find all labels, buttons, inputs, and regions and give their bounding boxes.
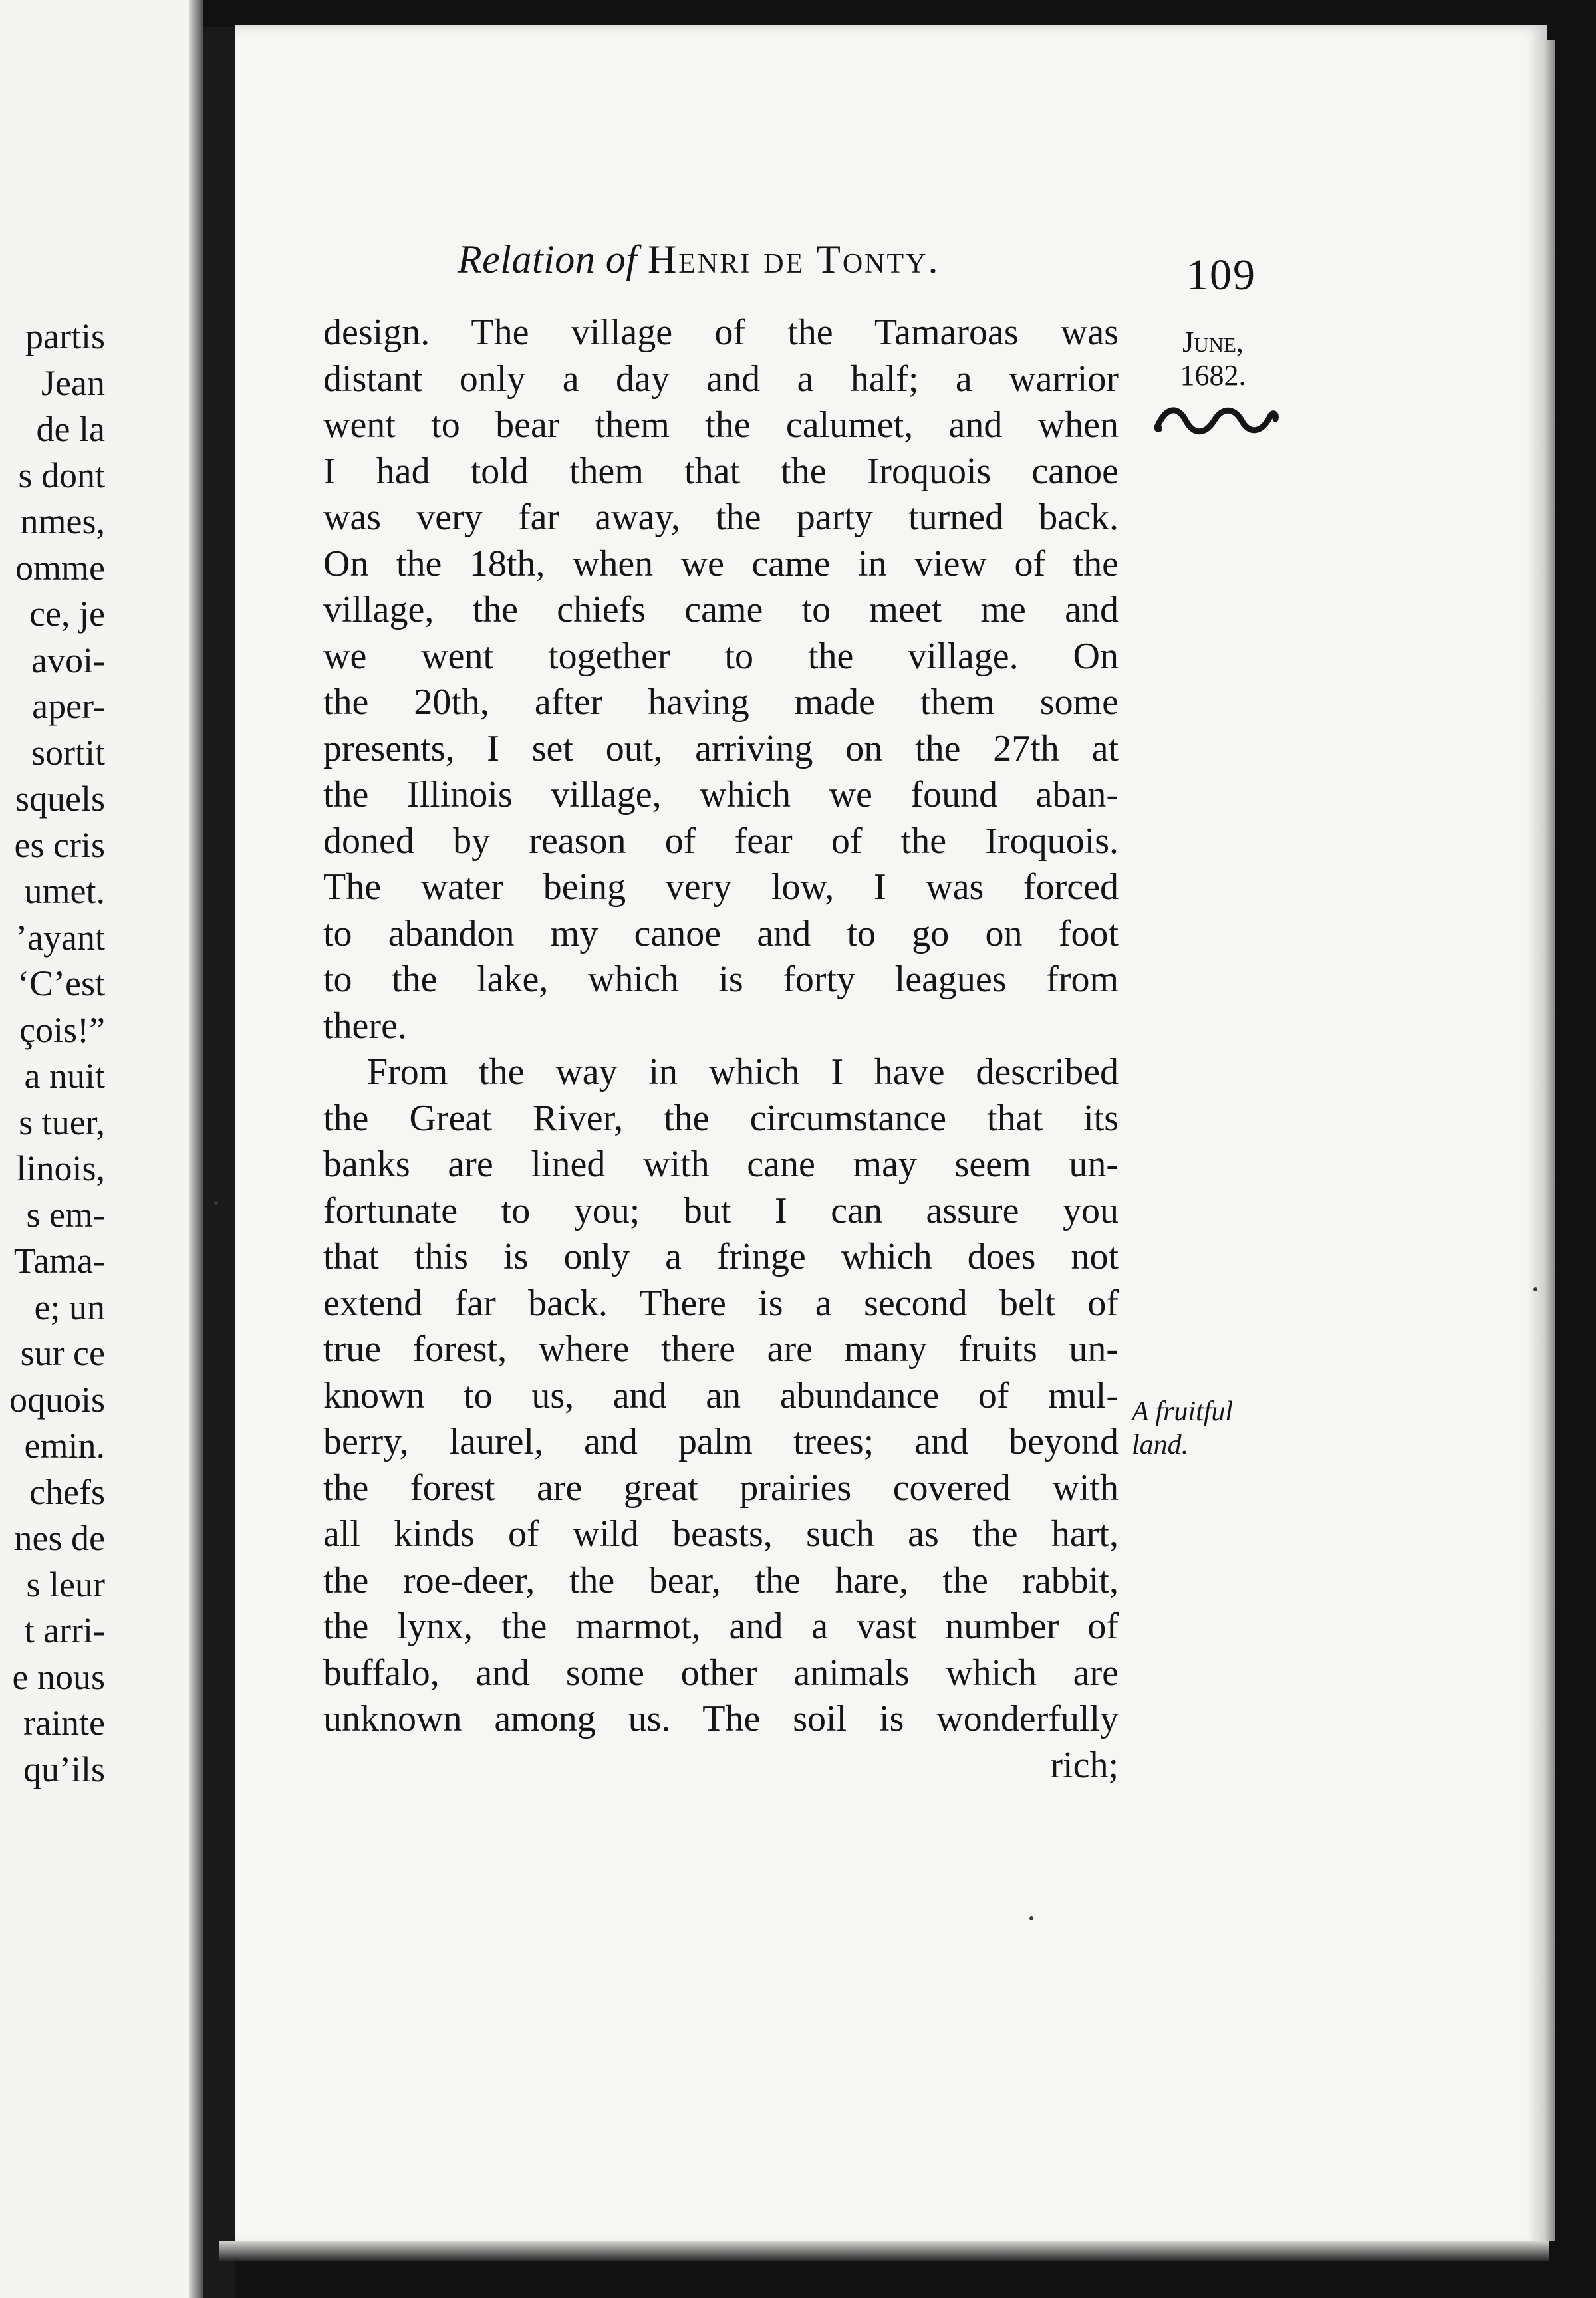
catchword-line: rich; [1050,1744,1119,1786]
body-line: fortunate to you; but I can assure you [323,1190,1119,1231]
left-page-line: linois, [16,1148,105,1188]
left-page-line: Tama- [13,1241,105,1281]
left-page-line: s tuer, [19,1102,105,1142]
left-page-line: nes de [14,1518,105,1558]
running-header-title-italic: Relation of [458,237,638,281]
body-line: all kinds of wild beasts, such as the hart, [323,1513,1119,1555]
left-page-line: squels [15,779,105,819]
left-page-line: chefs [29,1471,105,1512]
body-line: From the way in which I have described [367,1051,1119,1092]
margin-date-month: June, [1182,326,1244,358]
left-page-line: rainte [23,1703,105,1743]
margin-note-line: land. [1132,1430,1189,1460]
body-line: doned by reason of fear of the Iroquois. [323,820,1119,862]
page-number: 109 [1186,251,1256,299]
left-page-line: nmes, [20,501,105,541]
left-page-line: sortit [31,732,105,773]
left-page-line: partis [25,317,105,356]
left-page-line: aper- [32,686,105,726]
body-line: presents, I set out, arriving on the 27th at [323,727,1119,769]
left-page-line: avoi- [31,640,105,680]
margin-note-fruitful-land [1132,1395,1285,1462]
left-page-line: umet. [24,871,105,911]
paper-speck [1029,1916,1033,1920]
body-line: was very far away, the party turned back. [323,497,1119,538]
body-line: to the lake, which is forty leagues from [323,959,1119,1000]
left-page-line: oquois [9,1379,105,1420]
left-page-line: omme [15,547,105,588]
left-page-line: a nuit [24,1056,105,1096]
body-line: the roe-deer, the bear, the hare, the rabbit, [323,1559,1119,1601]
margin-date-note [1176,326,1250,392]
body-line: went to bear them the calumet, and when [323,404,1119,446]
left-page-line: s dont [18,455,105,495]
left-page-line: s leur [26,1564,105,1604]
body-line: true forest, where there are many fruits un- [323,1329,1119,1370]
left-page-line: qu’ils [23,1749,105,1789]
body-line: On the 18th, when we came in view of the [323,543,1119,584]
left-page-line: ce, je [29,594,105,634]
paper-speck [214,1201,218,1205]
left-facing-page [0,0,200,2298]
book-gutter [203,27,235,2298]
body-line: we went together to the village. On [323,635,1119,677]
body-line: the lynx, the marmot, and a vast number of [323,1606,1119,1647]
left-page-line: ‘C’est [17,963,105,1003]
body-line: to abandon my canoe and to go on foot [323,912,1119,954]
left-page-line: s em- [26,1194,105,1235]
bottom-page-edge [219,2241,1549,2261]
body-line: there. [323,1005,407,1047]
running-header-title-caps: Henri de Tonty. [647,237,940,281]
left-page-line: es cris [14,825,105,865]
body-line: the Illinois village, which we found aban- [323,774,1119,815]
left-page-line: ’ayant [15,917,105,958]
paper-speck [1533,1287,1537,1291]
left-page-line: çois!” [19,1009,105,1050]
body-text [323,310,1119,1789]
body-line: distant only a day and a half; a warrior [323,358,1119,400]
body-line: banks are lined with cane may seem un- [323,1144,1119,1185]
running-header [458,237,940,283]
left-page-line: e; un [34,1287,105,1327]
body-line: village, the chiefs came to meet me and [323,589,1119,630]
left-page-edge-shadow [189,0,203,2298]
margin-date-year: 1682. [1180,359,1246,392]
body-line: extend far back. There is a second belt of [323,1282,1119,1324]
margin-note-line: A fruitful [1132,1396,1234,1427]
left-page-line: emin. [24,1426,105,1466]
body-line: the forest are great prairies covered with [323,1467,1119,1509]
left-page-line: sur ce [20,1333,105,1373]
body-line: buffalo, and some other animals which are [323,1652,1119,1694]
body-line: design. The village of the Tamaroas was [323,312,1119,353]
body-line: The water being very low, I was forced [323,866,1119,908]
body-line: I had told them that the Iroquois canoe [323,450,1119,492]
left-page-line: de la [36,409,105,449]
body-line: that this is only a fringe which does not [323,1236,1119,1277]
left-page-line: Jean [41,362,105,403]
right-page-edge [1530,40,1555,2241]
left-page-line: t arri- [24,1610,105,1650]
flourish-ornament-icon [1153,402,1279,436]
body-line: berry, laurel, and palm trees; and beyond [323,1421,1119,1462]
body-line: the 20th, after having made them some [323,682,1119,723]
left-page-line: e nous [12,1656,105,1697]
left-page-text [0,314,105,1793]
body-line: unknown among us. The soil is wonderfully [323,1698,1119,1739]
body-line: known to us, and an abundance of mul- [323,1374,1119,1416]
body-line: the Great River, the circumstance that its [323,1097,1119,1139]
